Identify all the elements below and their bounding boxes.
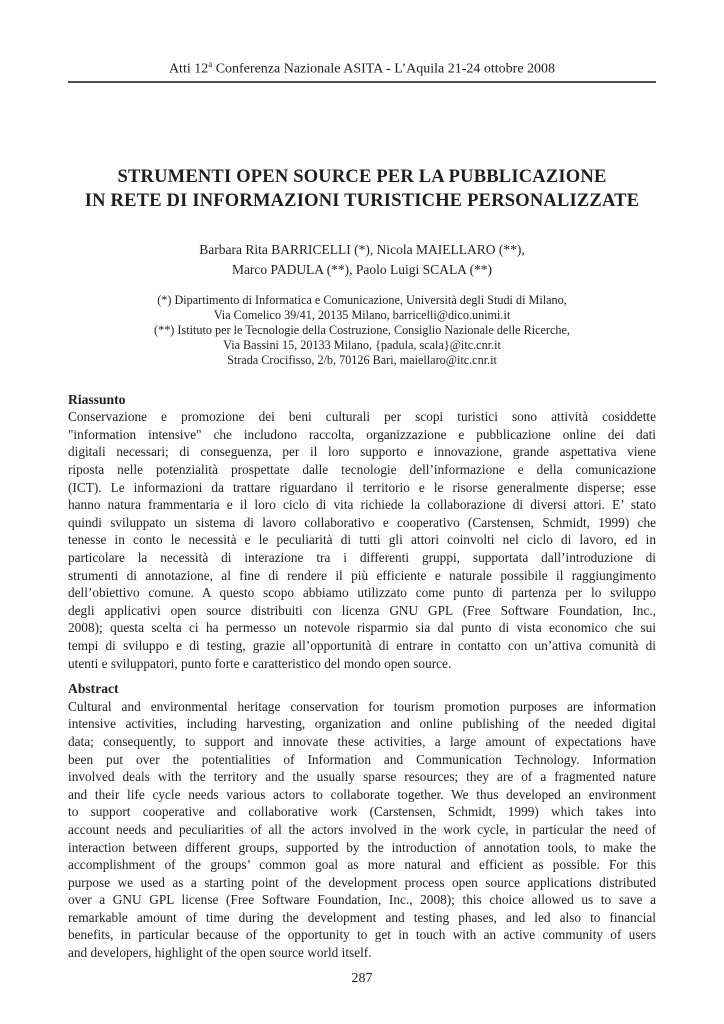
running-head-prefix: Atti 12 bbox=[168, 61, 209, 77]
authors-line1: Barbara Rita BARRICELLI (*), Nicola MAIELLARO (**), bbox=[199, 241, 525, 257]
text-line: riposta nelle potenzialità prospettate dalle tecnologie dell’informazione e della comunicazione bbox=[68, 462, 656, 478]
paper-title bbox=[68, 165, 656, 213]
running-head-superscript: a bbox=[208, 59, 213, 69]
text-line: (*) Dipartimento di Informatica e Comunicazione, Università degli Studi di Milano, bbox=[157, 292, 567, 307]
text-line: 2008); questa scelta ci ha permesso un notevole risparmio sia dal punto di vista economico che sui bbox=[68, 620, 656, 636]
text-line: over a GNU GPL license (Free Software Foundation, Inc., 2008); this choice allowed us to save a bbox=[68, 892, 656, 908]
section-riassunto bbox=[68, 391, 656, 673]
text-line: degli applicativi open source distribuiti con licenza GNU GPL (Free Software Foundation, Inc., bbox=[68, 602, 656, 618]
text-line: Via Bassini 15, 20133 Milano, {padula, scala}@itc.cnr.it bbox=[223, 337, 501, 352]
text-line: Via Comelico 39/41, 20135 Milano, barricelli@dico.unimi.it bbox=[213, 307, 511, 322]
text-line: to support cooperative and collaborative work (Carstensen, Schmidt, 1999) which takes into bbox=[68, 804, 656, 820]
text-line: tempi di sviluppo e di testing, grazie all’opportunità di entrare in contatto con un’attiva comunità di bbox=[68, 637, 656, 653]
text-line: been put over the potentialities of Information and Communication Technology. Information bbox=[68, 751, 656, 767]
text-line: and their life cycle needs various actors to collaborate together. We thus developed an environment bbox=[68, 786, 656, 802]
text-line: strumenti di annotazione, al fine di rendere il più efficiente e naturale possibile il raggiungimento bbox=[68, 567, 656, 583]
abstract-heading: Abstract bbox=[68, 681, 119, 697]
paper-title-line2: IN RETE DI INFORMAZIONI TURISTICHE PERSONALIZZATE bbox=[84, 190, 640, 211]
text-line: Cultural and environmental heritage conservation for tourism promotion purposes are information bbox=[68, 698, 656, 714]
text-line: intensive activities, including harvesting, organization and online publishing of the needed digital bbox=[68, 716, 656, 732]
text-line: (**) Istituto per le Tecnologie della Costruzione, Consiglio Nazionale delle Ricerche, bbox=[154, 322, 570, 337]
text-line: hanno natura frammentaria e il loro ciclo di vita richiede la collaborazione di diversi attori. E’ stato bbox=[68, 497, 656, 513]
text-line: account needs and peculiarities of all the actors involved in the work cycle, in particular the need of bbox=[68, 821, 656, 837]
text-line: quindi sviluppato un sistema di lavoro collaborativo e cooperativo (Carstensen, Schmidt, 1999) che bbox=[68, 514, 656, 530]
page-number: 287 bbox=[351, 971, 373, 986]
section-abstract bbox=[68, 680, 656, 962]
text-line: tenesse in conto le necessità e le peculiarità di tutti gli attori coinvolti nel ciclo di lavoro, ed in bbox=[68, 532, 656, 548]
text-line: dell’obiettivo comune. A questo scopo abbiamo utilizzato come punto di partenza per lo sviluppo bbox=[68, 585, 656, 601]
riassunto-paragraph bbox=[68, 408, 656, 672]
paper-title-line1: STRUMENTI OPEN SOURCE PER LA PUBBLICAZIONE bbox=[117, 166, 607, 187]
text-line: accomplishment of the groups’ common goal as more natural and efficient as possible. For this bbox=[68, 857, 656, 873]
text-line: involved deals with the territory and the usually sparse resources; they are of a fragmented nature bbox=[68, 769, 656, 785]
affiliations bbox=[68, 293, 656, 368]
text-line: purpose we used as a starting point of the development process open source applications distributed bbox=[68, 874, 656, 890]
header-rule bbox=[68, 81, 656, 83]
text-line: "information intensive" che includono raccolta, organizzazione e pubblicazione online dei dati bbox=[68, 426, 656, 442]
page-content bbox=[68, 0, 656, 962]
running-head-suffix: Conferenza Nazionale ASITA - L’Aquila 21-24 ottobre 2008 bbox=[212, 61, 556, 77]
riassunto-heading: Riassunto bbox=[68, 391, 126, 407]
text-line: interaction between different groups, supported by the introduction of annotation tools, to make the bbox=[68, 839, 656, 855]
text-line: particolare la necessità di interazione tra i differenti gruppi, supportata dall’introduzione di bbox=[68, 550, 656, 565]
authors bbox=[68, 240, 656, 280]
authors-line2: Marco PADULA (**), Paolo Luigi SCALA (**) bbox=[231, 261, 493, 277]
text-line: utenti e sviluppatori, punto forte e caratteristico del mondo open source. bbox=[68, 655, 452, 671]
text-line: remarkable amount of time during the development and testing phases, and led also to financial bbox=[68, 909, 656, 925]
text-line: Strada Crocifisso, 2/b, 70126 Bari, maiellaro@itc.cnr.it bbox=[227, 352, 497, 367]
running-head bbox=[68, 56, 656, 78]
text-line: and developers, highlight of the open source world itself. bbox=[68, 945, 372, 961]
abstract-paragraph bbox=[68, 698, 656, 962]
text-line: benefits, in particular because of the opportunity to get in touch with an active community of users bbox=[68, 927, 656, 943]
text-line: Conservazione e promozione dei beni culturali per scopi turistici sono attività cosiddette bbox=[68, 409, 656, 425]
text-line: data; consequently, to support and innovate these activities, a large amount of expectations have bbox=[68, 733, 656, 749]
text-line: digitali necessari; di conseguenza, per il loro supporto e innovazione, grande aspettativa viene bbox=[68, 444, 656, 460]
text-line: (ICT). Le informazioni da trattare riguardano il territorio e le risorse generalmente disperse; esse bbox=[68, 479, 656, 495]
